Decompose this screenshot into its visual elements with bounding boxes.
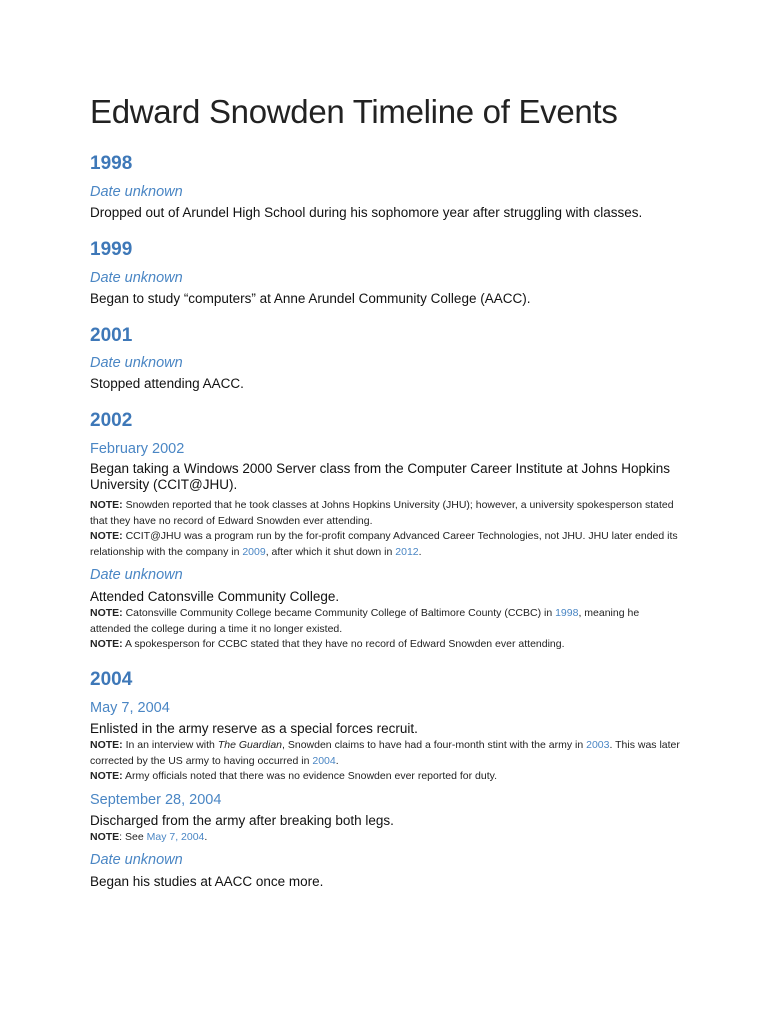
date-heading-may-2004: May 7, 2004 [90,700,170,716]
note-label: NOTE: [90,530,123,542]
year-link-2003[interactable]: 2003 [586,739,610,751]
event-2002-unknown: Attended Catonsville Community College. [90,589,340,604]
note-may-2004-1: NOTE: In an interview with The Guardian, Snowden claims to have had a four-month stint with the army in 2003. This was later corrected by the US army to having occurred in 2004. [90,739,680,767]
date-heading-feb-2002: February 2002 [90,441,185,457]
event-feb-2002: Began taking a Windows 2000 Server class from the Computer Career Institute at Johns Hopkins University (CCIT@JHU). [90,461,671,492]
year-heading-2002: 2002 [90,410,133,431]
note-feb-2002-1: NOTE: Snowden reported that he took classes at Johns Hopkins University (JHU); however, a university spokesperson stated that they have no record of Edward Snowden ever attending. [90,499,674,527]
note-2002-unknown-1: NOTE: Catonsville Community College became Community College of Baltimore County (CCBC) in 1998, meaning he attended the college during a time it no longer existed. [90,607,640,635]
date-heading-1999: Date unknown [90,270,183,286]
event-2001: Stopped attending AACC. [90,376,244,391]
page-title: Edward Snowden Timeline of Events [90,93,618,130]
year-heading-2001: 2001 [90,325,133,346]
note-label: NOTE [90,831,120,843]
note-label: NOTE: [90,499,123,511]
note-may-2004-2: NOTE: Army officials noted that there was no evidence Snowden ever reported for duty. [90,770,498,782]
date-heading-2001: Date unknown [90,355,183,371]
year-heading-1999: 1999 [90,239,133,260]
date-heading-2004-unknown: Date unknown [90,852,183,868]
event-sep-2004: Discharged from the army after breaking both legs. [90,813,394,828]
date-heading-1998: Date unknown [90,184,183,200]
note-label: NOTE: [90,607,123,619]
note-label: NOTE: [90,638,123,650]
year-heading-1998: 1998 [90,153,133,174]
date-heading-sep-2004: September 28, 2004 [90,792,222,808]
note-2002-unknown-2: NOTE: A spokesperson for CCBC stated that they have no record of Edward Snowden ever attending. [90,638,565,650]
date-heading-2002-unknown: Date unknown [90,567,183,583]
note-sep-2004: NOTE: See May 7, 2004. [90,831,208,843]
year-link-2009[interactable]: 2009 [242,545,266,558]
year-link-2012[interactable]: 2012 [395,545,419,558]
year-link-2004[interactable]: 2004 [312,754,336,767]
year-heading-2004: 2004 [90,669,133,690]
note-label: NOTE: [90,770,123,782]
event-1998: Dropped out of Arundel High School during his sophomore year after struggling with classes. [90,205,643,220]
year-link-1998[interactable]: 1998 [555,607,579,619]
note-label: NOTE: [90,739,123,751]
event-1999: Began to study “computers” at Anne Arundel Community College (AACC). [90,291,531,306]
event-2004-unknown: Began his studies at AACC once more. [90,874,324,889]
date-link-may-7-2004[interactable]: May 7, 2004 [146,831,205,843]
note-feb-2002-2: NOTE: CCIT@JHU was a program run by the for-profit company Advanced Career Technologies, not JHU. JHU later ended its relationship with the company in 2009, after which it shut down in 2012. [90,530,678,558]
event-may-2004: Enlisted in the army reserve as a special forces recruit. [90,721,418,736]
